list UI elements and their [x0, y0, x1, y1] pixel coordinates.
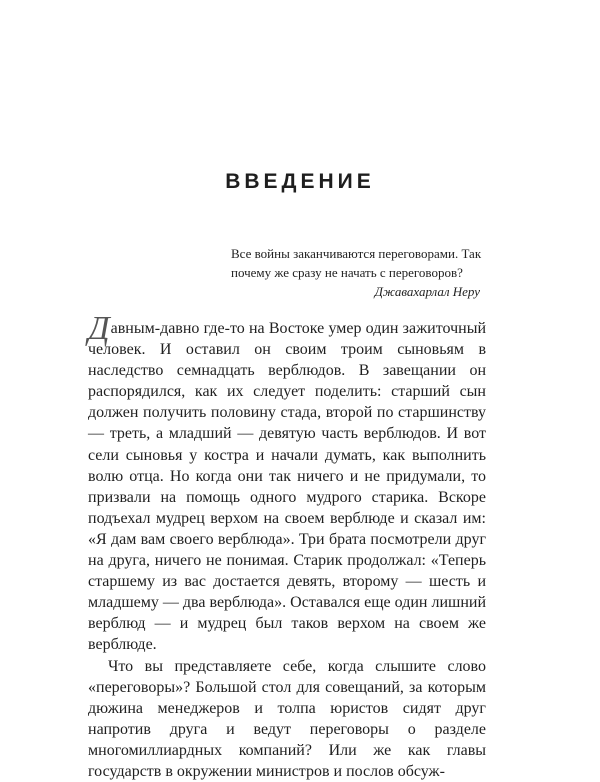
paragraph-2: Что вы представляете себе, когда слышите слово «переговоры»? Большой стол для совещаний, за которым дюжина менеджеров и толпа юристов сидят друг напротив друга и ведут переговоры о разделе многомиллиардных компаний? Или же как главы государств в окружении министров и послов обсуж- [88, 656, 486, 782]
paragraph-1 [88, 318, 486, 656]
drop-cap: Д [88, 310, 110, 347]
epigraph-quote: Все войны заканчиваются переговорами. Так почему же сразу не начать с переговоров? [231, 244, 486, 282]
epigraph-author: Джавахарлал Неру [231, 282, 486, 301]
chapter-title: ВВЕДЕНИЕ [0, 170, 600, 194]
epigraph [231, 244, 486, 301]
body-text [88, 318, 486, 782]
paragraph-1-text: авным-давно где-то на Востоке умер один зажиточный человек. И оставил он своим троим сыновьям в наследство семнадцать верблюдов. В завещании он распорядился, как их следует поделить: старший сын должен получить половину стада, второй по старшинству — треть, а младший — девятую часть верблюдов. И вот сели сыновья у костра и начали думать, как выполнить волю отца. Но когда они так ничего и не придумали, то призвали на помощь одного мудрого старика. Вскоре подъехал мудрец верхом на своем верблюде и сказал им: «Я дам вам своего верблюда». Три брата посмотрели друг на друга, ничего не понимая. Старик продолжал: «Теперь старшему из вас достается девять, второму — шесть и младшему — два верблюда». Оставался еще один лишний верблюд — и мудрец был таков верхом на своем же верблюде. [88, 320, 486, 653]
